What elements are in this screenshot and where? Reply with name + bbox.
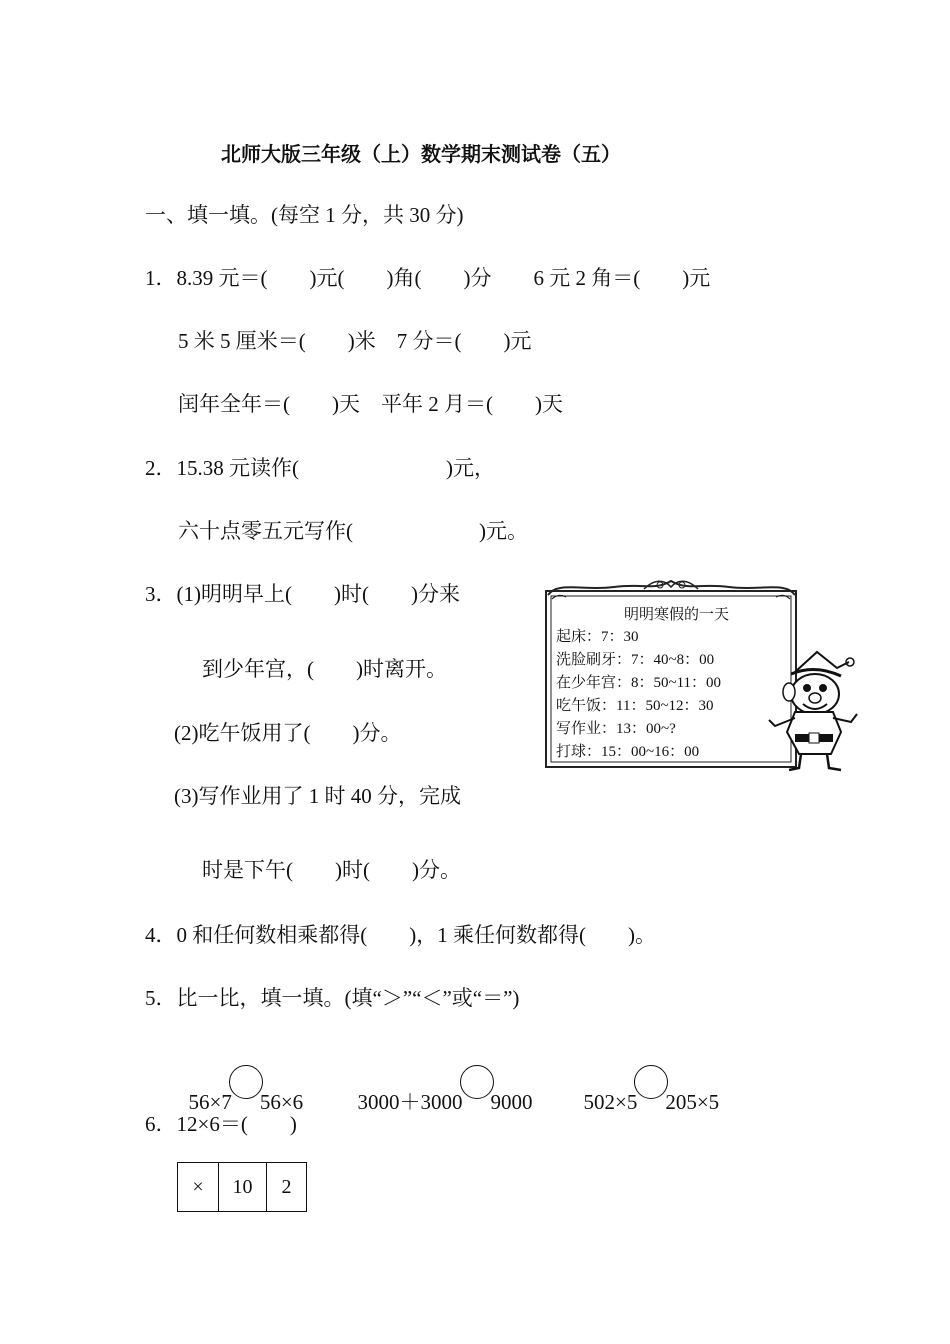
multiplication-table [177,1162,307,1212]
comparison-1 [178,1047,303,1116]
table-cell: 10 [219,1163,267,1212]
question-1-line-1: 1．8.39 元＝( )元( )角( )分 6 元 2 角＝( )元 [145,266,711,290]
comparison-left: 3000＋3000 [357,1090,463,1114]
comparison-right: 205×5 [665,1090,720,1114]
comparison-right: 56×6 [259,1090,304,1114]
question-3-line-4: (3)写作业用了 1 时 40 分，完成 [174,784,461,808]
board-row: 写作业：13：00~? [556,721,676,737]
table-cell: × [178,1163,219,1212]
comparison-left: 56×7 [188,1090,232,1114]
board-row: 打球：15：00~16：00 [556,744,700,760]
compare-circle[interactable] [460,1065,494,1099]
comparison-left: 502×5 [583,1090,638,1114]
page-title: 北师大版三年级（上）数学期末测试卷（五） [221,142,621,166]
question-3-line-3: (2)吃午饭用了( )分。 [174,721,402,745]
board-row: 在少年宫：8：50~11：00 [556,675,722,691]
table-cell: 2 [267,1163,307,1212]
question-1-line-2: 5 米 5 厘米＝( )米 7 分＝( )元 [178,329,532,353]
comparison-3 [573,1047,719,1116]
question-2-line-2: 六十点零五元写作( )元。 [178,519,528,543]
board-title: 明明寒假的一天 [624,607,730,623]
comparison-right: 9000 [490,1090,533,1114]
question-3-line-2: 到少年宫，( )时离开。 [202,657,447,681]
question-3-line-5: 时是下午( )时( )分。 [202,858,461,882]
question-3-line-1: 3．(1)明明早上( )时( )分来 [145,582,460,606]
board-row: 起床：7：30 [556,629,639,645]
question-6-line-1: 6．12×6＝( ) [145,1112,297,1136]
schedule-board [544,577,799,769]
compare-circle[interactable] [634,1065,668,1099]
board-row: 洗脸刷牙：7：40~8：00 [556,652,715,668]
question-2-line-1: 2．15.38 元读作( )元， [145,456,495,480]
question-5-line-1: 5．比一比，填一填。(填“＞”“＜”或“＝”) [145,986,520,1010]
comparison-2 [347,1047,533,1116]
compare-circle[interactable] [229,1065,263,1099]
question-1-line-3: 闰年全年＝( )天 平年 2 月＝( )天 [178,392,563,416]
board-row: 吃午饭：11：50~12：30 [556,698,714,714]
section-heading: 一、填一填。(每空 1 分，共 30 分) [145,203,464,227]
question-4: 4．0 和任何数相乘都得( )，1 乘任何数都得( )。 [145,923,656,947]
elf-illustration [765,650,860,775]
